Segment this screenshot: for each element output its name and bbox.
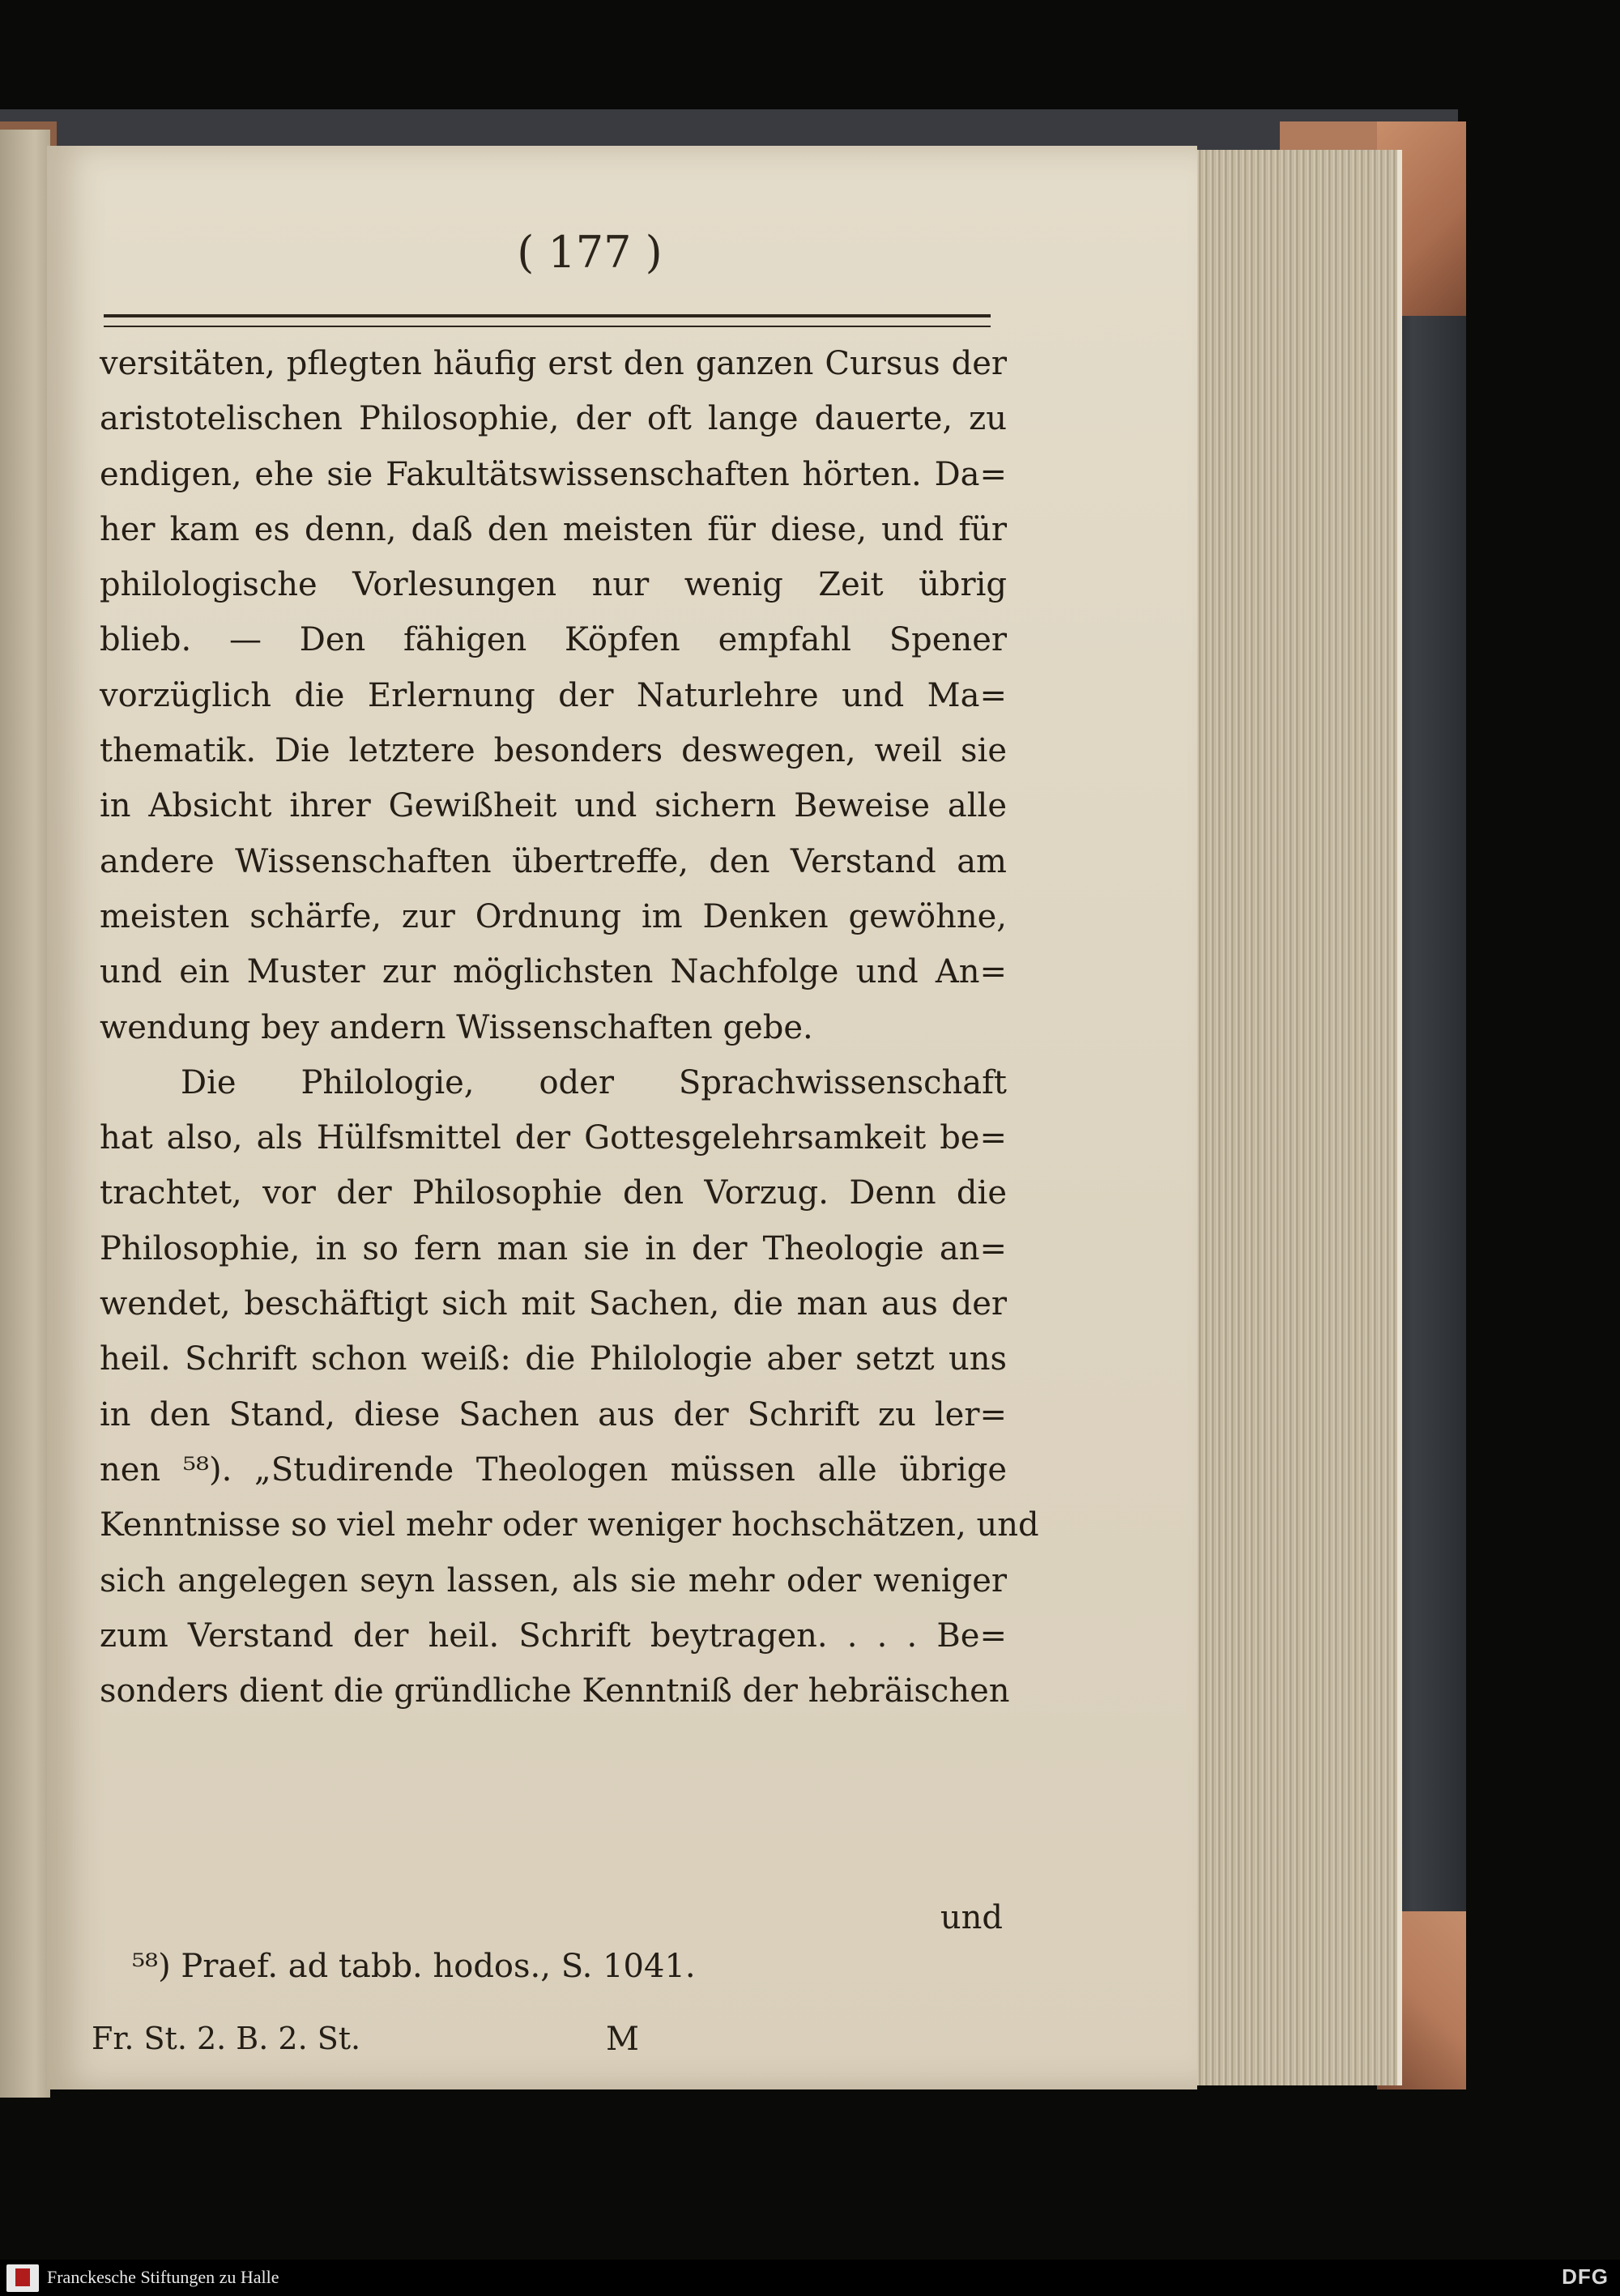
text-line: her kam es denn, daß den meisten für diese, und für xyxy=(100,510,1007,548)
text-line: vorzüglich die Erlernung der Naturlehre und Ma= xyxy=(100,676,1007,714)
text-line: blieb. — Den fähigen Köpfen empfahl Spener xyxy=(100,621,1007,659)
footnote: ⁵⁸) Praef. ad tabb. hodos., S. 1041. xyxy=(132,1948,696,1985)
text-line: meisten schärfe, zur Ordnung im Denken gewöhne, xyxy=(100,897,1007,935)
text-line: Philosophie, in so fern man sie in der Theologie an= xyxy=(100,1229,1007,1267)
text-line: endigen, ehe sie Fakultätswissenschaften hörten. Da= xyxy=(100,455,1007,493)
printer-signature: Fr. St. 2. B. 2. St. xyxy=(92,2021,361,2056)
logo-emblem xyxy=(15,2268,30,2286)
text-line: hat also, als Hülfsmittel der Gottesgelehrsamkeit be= xyxy=(100,1119,1007,1157)
text-line: wendung bey andern Wissenschaften gebe. xyxy=(100,1008,813,1046)
header-rule xyxy=(104,314,991,327)
text-line: nen ⁵⁸). „Studirende Theologen müssen alle übrige xyxy=(100,1450,1007,1489)
text-line: in Absicht ihrer Gewißheit und sichern Beweise alle xyxy=(100,787,1007,825)
facing-page-edge xyxy=(0,130,50,2098)
page-block-edge xyxy=(1183,150,1402,2085)
text-line: philologische Vorlesungen nur wenig Zeit übrig xyxy=(100,566,1007,604)
body-text xyxy=(100,336,1039,1719)
dfg-logo: DFG xyxy=(1562,2264,1609,2289)
institution-name: Franckesche Stiftungen zu Halle xyxy=(47,2267,279,2287)
institution-logo-icon xyxy=(6,2264,39,2292)
text-line: und ein Muster zur möglichsten Nachfolge und An= xyxy=(100,953,1007,991)
gathering-mark: M xyxy=(606,2021,639,2058)
text-line: wendet, beschäftigt sich mit Sachen, die man aus der xyxy=(100,1285,1007,1323)
text-line: trachtet, vor der Philosophie den Vorzug. Denn die xyxy=(100,1174,1007,1212)
text-line: heil. Schrift schon weiß: die Philologie aber setzt uns xyxy=(100,1340,1007,1378)
text-line: zum Verstand der heil. Schrift beytragen. . . . Be= xyxy=(100,1617,1007,1655)
text-line: andere Wissenschaften übertreffe, den Verstand am xyxy=(100,842,1007,880)
text-line: in den Stand, diese Sachen aus der Schrift zu ler= xyxy=(100,1395,1007,1433)
catchword: und xyxy=(940,1899,1003,1936)
text-line: sonders dient die gründliche Kenntniß der hebräischen xyxy=(100,1672,1010,1710)
text-line: versitäten, pflegten häufig erst den ganzen Cursus der xyxy=(100,345,1007,382)
text-line: aristotelischen Philosophie, der oft lange dauerte, zu xyxy=(100,400,1007,438)
text-line: thematik. Die letztere besonders deswegen, weil sie xyxy=(100,732,1007,770)
book-page xyxy=(47,146,1197,2089)
text-line: sich angelegen seyn lassen, als sie mehr oder weniger xyxy=(100,1561,1007,1600)
text-line: Kenntnisse so viel mehr oder weniger hochschätzen, und xyxy=(100,1506,1039,1544)
page-number: ( 177 ) xyxy=(517,227,663,278)
viewer-footer xyxy=(0,2260,1620,2296)
text-line: Die Philologie, oder Sprachwissenschaft xyxy=(181,1063,1007,1101)
